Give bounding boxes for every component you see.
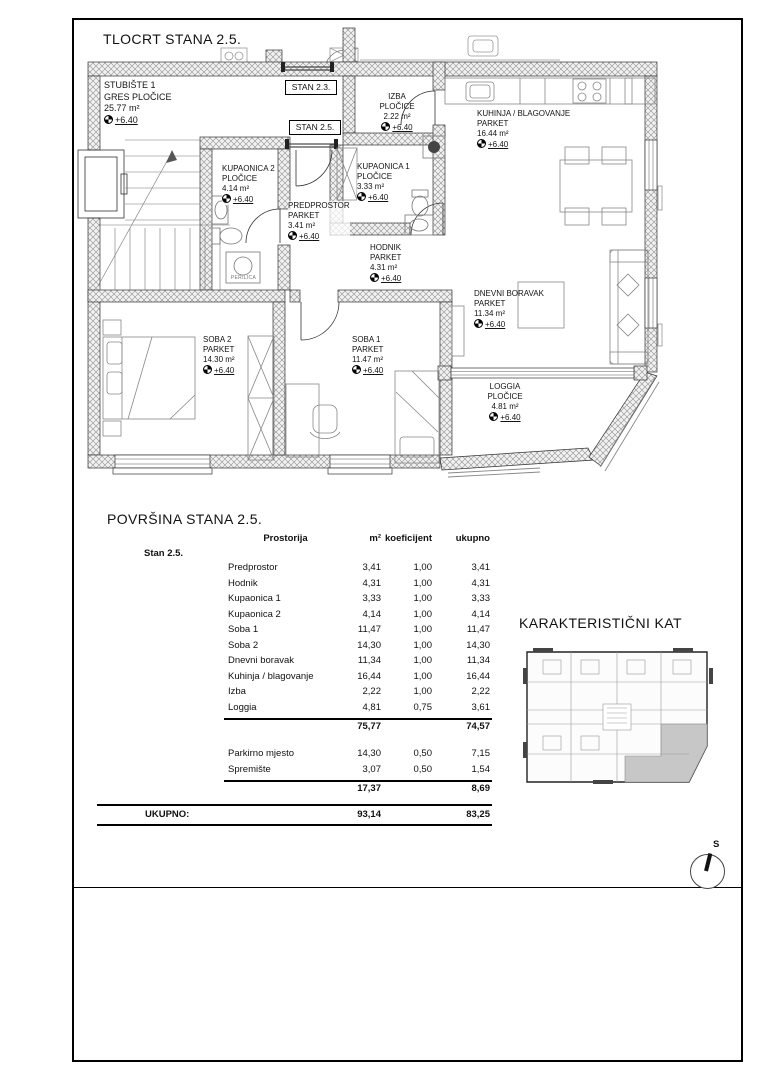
room-name: STUBIŠTE 1 (104, 80, 156, 90)
table-row: Spremište 3,07 0,50 1,54 (228, 764, 490, 775)
level-marker-icon (203, 365, 212, 374)
table-title: POVRŠINA STANA 2.5. (107, 511, 263, 527)
level-marker-icon (357, 192, 366, 201)
table-row: Dnevni boravak 11,34 1,00 11,34 (228, 655, 490, 666)
level-marker-icon (370, 273, 379, 282)
room-area: 25.77 m² (104, 103, 140, 113)
north-label: S (713, 839, 720, 850)
level-marker-icon (222, 194, 231, 203)
room-elevation: +6.40 (115, 114, 138, 125)
room-label-soba-2: SOBA 2 PARKET 14.30 m² +6.40 (203, 335, 235, 375)
room-label-izba: IZBA PLOČICE 2.22 m² +6.40 (379, 92, 415, 132)
level-marker-icon (477, 139, 486, 148)
table-row: Soba 1 11,47 1,00 11,47 (228, 624, 490, 635)
keyplan-drawing (523, 646, 713, 791)
total-label: UKUPNO: (145, 809, 190, 820)
level-marker-icon (381, 122, 390, 131)
room-label-dnevni-boravak: DNEVNI BORAVAK PARKET 11.34 m² +6.40 (474, 289, 544, 329)
total-row: UKUPNO: 93,14 83,25 (145, 809, 490, 820)
level-marker-icon (489, 412, 498, 421)
header-koeficijent: koeficijent (385, 533, 432, 544)
room-label-soba-1: SOBA 1 PARKET 11.47 m² +6.40 (352, 335, 384, 375)
plan-title: TLOCRT STANA 2.5. (103, 31, 242, 47)
unit-tag-stan-2-5: STAN 2.5. (289, 120, 341, 135)
keyplan-title: KARAKTERISTIČNI KAT (519, 615, 682, 631)
group-label: Stan 2.5. (144, 548, 184, 559)
header-ukupno: ukupno (455, 533, 490, 544)
level-marker-icon (104, 115, 113, 124)
table-header-row (97, 533, 497, 547)
table-row: Parkirno mjesto 14,30 0,50 7,15 (228, 748, 490, 759)
room-material: GRES PLOČICE (104, 91, 172, 102)
table-row: Kupaonica 2 4,14 1,00 4,14 (228, 608, 490, 620)
table-row: Izba 2,22 1,00 2,22 (228, 686, 490, 697)
table-row: Kupaonica 1 3,33 1,00 3,33 (228, 593, 490, 604)
level-marker-icon (474, 319, 483, 328)
room-label-loggia: LOGGIA PLOČICE 4.81 m² +6.40 (487, 382, 523, 422)
room-label-stubiste (104, 80, 172, 126)
table-row: Kuhinja / blagovanje 16,44 1,00 16,44 (228, 670, 490, 682)
table-row: Hodnik 4,31 1,00 4,31 (228, 577, 490, 589)
room-label-kupaonica-1: KUPAONICA 1 PLOČICE 3.33 m² +6.40 (357, 162, 410, 202)
total-rule-top (97, 804, 492, 806)
table-row: Soba 2 14,30 1,00 14,30 (228, 639, 490, 651)
subtotal-rule (224, 780, 492, 782)
table-row: Predprostor 3,41 1,00 3,41 (228, 562, 490, 573)
unit-tag-stan-2-3: STAN 2.3. (285, 80, 337, 95)
table-group-label-row (97, 548, 497, 562)
total-rule-bottom (97, 824, 492, 826)
level-marker-icon (352, 365, 361, 374)
table-row: Loggia 4,81 0,75 3,61 (228, 701, 490, 713)
subtotal-rule (224, 718, 492, 720)
room-label-kupaonica-2: KUPAONICA 2 PLOČICE 4.14 m² +6.40 (222, 164, 275, 204)
subtotal-row: 17,37 8,69 (357, 783, 490, 794)
room-label-hodnik: HODNIK PARKET 4.31 m² +6.40 (370, 243, 402, 283)
room-label-predprostor: PREDPROSTOR PARKET 3.41 m² +6.40 (288, 201, 350, 241)
level-marker-icon (288, 231, 297, 240)
room-label-kuhinja: KUHINJA / BLAGOVANJE PARKET 16.44 m² +6.40 (477, 109, 571, 149)
header-m2: m² (369, 533, 381, 544)
header-prostorija: Prostorija (263, 533, 308, 544)
subtotal-row: 75,77 74,57 (357, 721, 490, 732)
washer-label: PERILICA (230, 275, 257, 281)
